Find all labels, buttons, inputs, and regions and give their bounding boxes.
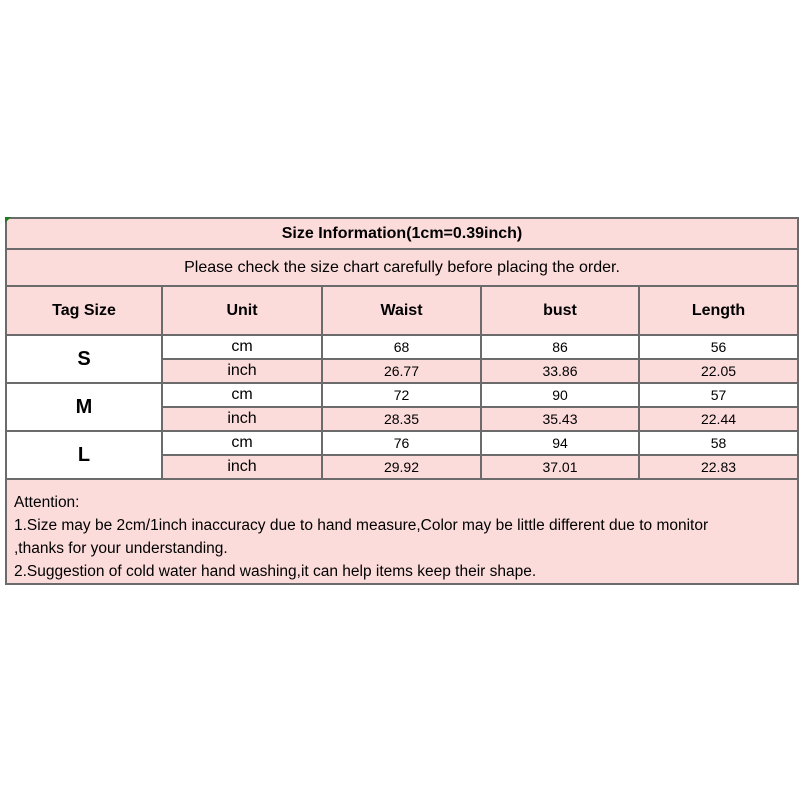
length-value: 22.44 <box>639 407 798 431</box>
waist-value: 26.77 <box>322 359 481 383</box>
length-value: 58 <box>639 431 798 455</box>
waist-value: 76 <box>322 431 481 455</box>
waist-value: 72 <box>322 383 481 407</box>
table-row-m-cm <box>6 383 798 407</box>
attention-line-2: ,thanks for your understanding. <box>14 540 228 557</box>
unit-label: cm <box>162 383 322 407</box>
attention-row <box>6 479 798 584</box>
length-value: 22.83 <box>639 455 798 479</box>
length-value: 22.05 <box>639 359 798 383</box>
column-header-bust: bust <box>481 286 639 335</box>
table-row-s-cm <box>6 335 798 359</box>
bust-value: 35.43 <box>481 407 639 431</box>
length-value: 57 <box>639 383 798 407</box>
bust-value: 33.86 <box>481 359 639 383</box>
attention-note <box>6 479 798 584</box>
unit-label: cm <box>162 335 322 359</box>
table-row-l-cm <box>6 431 798 455</box>
waist-value: 28.35 <box>322 407 481 431</box>
unit-label: cm <box>162 431 322 455</box>
table-title-row <box>6 218 798 249</box>
bust-value: 86 <box>481 335 639 359</box>
table-title: Size Information(1cm=0.39inch) <box>6 218 798 249</box>
column-header-unit: Unit <box>162 286 322 335</box>
table-header-row <box>6 286 798 335</box>
column-header-waist: Waist <box>322 286 481 335</box>
size-label-m: M <box>6 383 162 431</box>
unit-label: inch <box>162 455 322 479</box>
attention-line-3: 2.Suggestion of cold water hand washing,it can help items keep their shape. <box>14 563 537 580</box>
length-value: 56 <box>639 335 798 359</box>
bust-value: 37.01 <box>481 455 639 479</box>
bust-value: 94 <box>481 431 639 455</box>
size-information-table <box>5 217 799 585</box>
table-subtitle: Please check the size chart carefully before placing the order. <box>6 249 798 286</box>
column-header-length: Length <box>639 286 798 335</box>
table-subtitle-row <box>6 249 798 286</box>
bust-value: 90 <box>481 383 639 407</box>
waist-value: 29.92 <box>322 455 481 479</box>
unit-label: inch <box>162 407 322 431</box>
corner-green-marker <box>5 217 11 223</box>
unit-label: inch <box>162 359 322 383</box>
attention-line-1: 1.Size may be 2cm/1inch inaccuracy due to hand measure,Color may be little different due to monitor <box>14 517 709 534</box>
attention-heading: Attention: <box>14 494 80 511</box>
size-label-l: L <box>6 431 162 479</box>
size-label-s: S <box>6 335 162 383</box>
waist-value: 68 <box>322 335 481 359</box>
column-header-tag-size: Tag Size <box>6 286 162 335</box>
